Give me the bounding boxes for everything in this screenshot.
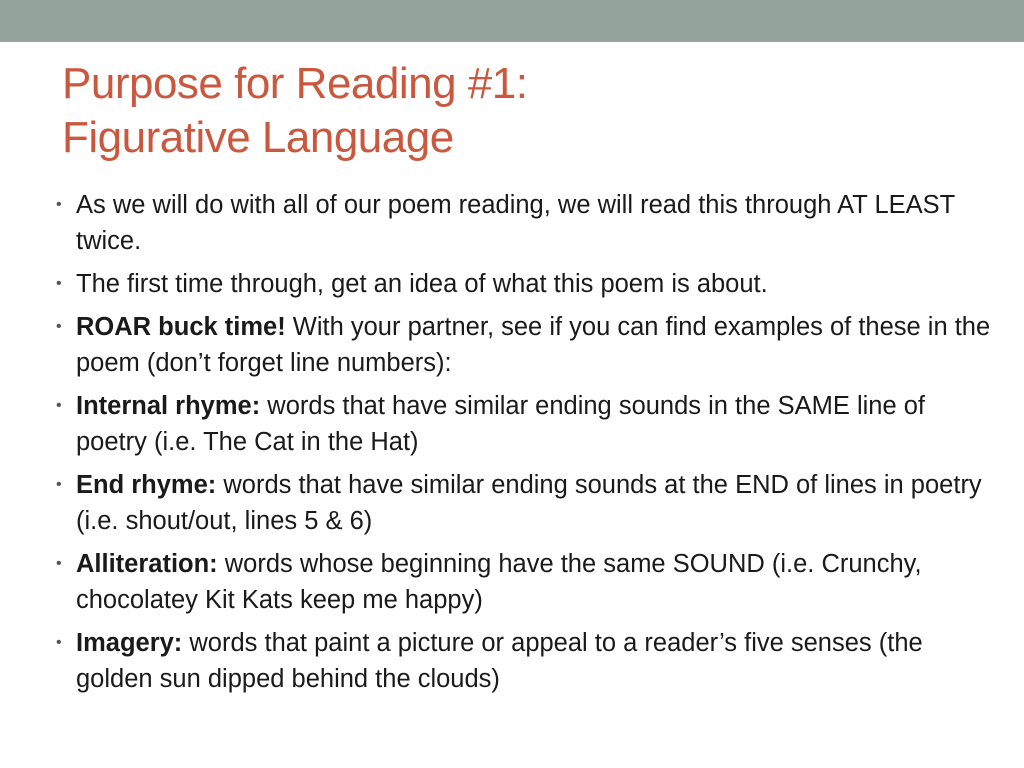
bullet-term: Imagery: <box>76 629 183 657</box>
bullet-icon: • <box>56 476 62 493</box>
slide-title-line-1: Purpose for Reading #1: <box>62 59 528 108</box>
bullet-icon: • <box>56 275 62 292</box>
bullet-icon: • <box>56 196 62 213</box>
bullet-item-alliteration <box>56 546 991 618</box>
bullet-icon: • <box>56 555 62 572</box>
bullet-item-end-rhyme <box>56 467 991 539</box>
bullet-item-first-time <box>56 266 991 302</box>
slide-title-line-2: Figurative Language <box>62 113 454 162</box>
slide-title <box>62 57 982 165</box>
bullet-term: Internal rhyme: <box>76 392 261 420</box>
bullet-icon: • <box>56 318 62 335</box>
bullet-item-read-twice <box>56 187 991 259</box>
bullet-icon: • <box>56 397 62 414</box>
bullet-text: With your partner, see if you can find examples of these in the poem (don’t forget line numbers): <box>76 313 991 377</box>
bullet-item-internal-rhyme <box>56 388 991 460</box>
bullet-text: As we will do with all of our poem reading, we will read this through AT LEAST twice. <box>76 191 955 255</box>
bullet-list <box>56 187 991 704</box>
bullet-text: words that have similar ending sounds in the SAME line of poetry (i.e. The Cat in the Hat) <box>76 392 925 456</box>
bullet-item-imagery <box>56 625 991 697</box>
bullet-term: End rhyme: <box>76 471 217 499</box>
bullet-text: words that paint a picture or appeal to a reader’s five senses (the golden sun dipped behind the clouds) <box>76 629 923 693</box>
bullet-item-roar-buck-time <box>56 309 991 381</box>
bullet-term: ROAR buck time! <box>76 313 286 341</box>
bullet-text: The first time through, get an idea of what this poem is about. <box>76 270 768 298</box>
bullet-term: Alliteration: <box>76 550 218 578</box>
bullet-text: words that have similar ending sounds at the END of lines in poetry (i.e. shout/out, lines 5 & 6) <box>76 471 982 535</box>
bullet-icon: • <box>56 634 62 651</box>
bullet-text: words whose beginning have the same SOUND (i.e. Crunchy, chocolatey Kit Kats keep me happy) <box>76 550 922 614</box>
top-accent-bar <box>0 0 1024 42</box>
